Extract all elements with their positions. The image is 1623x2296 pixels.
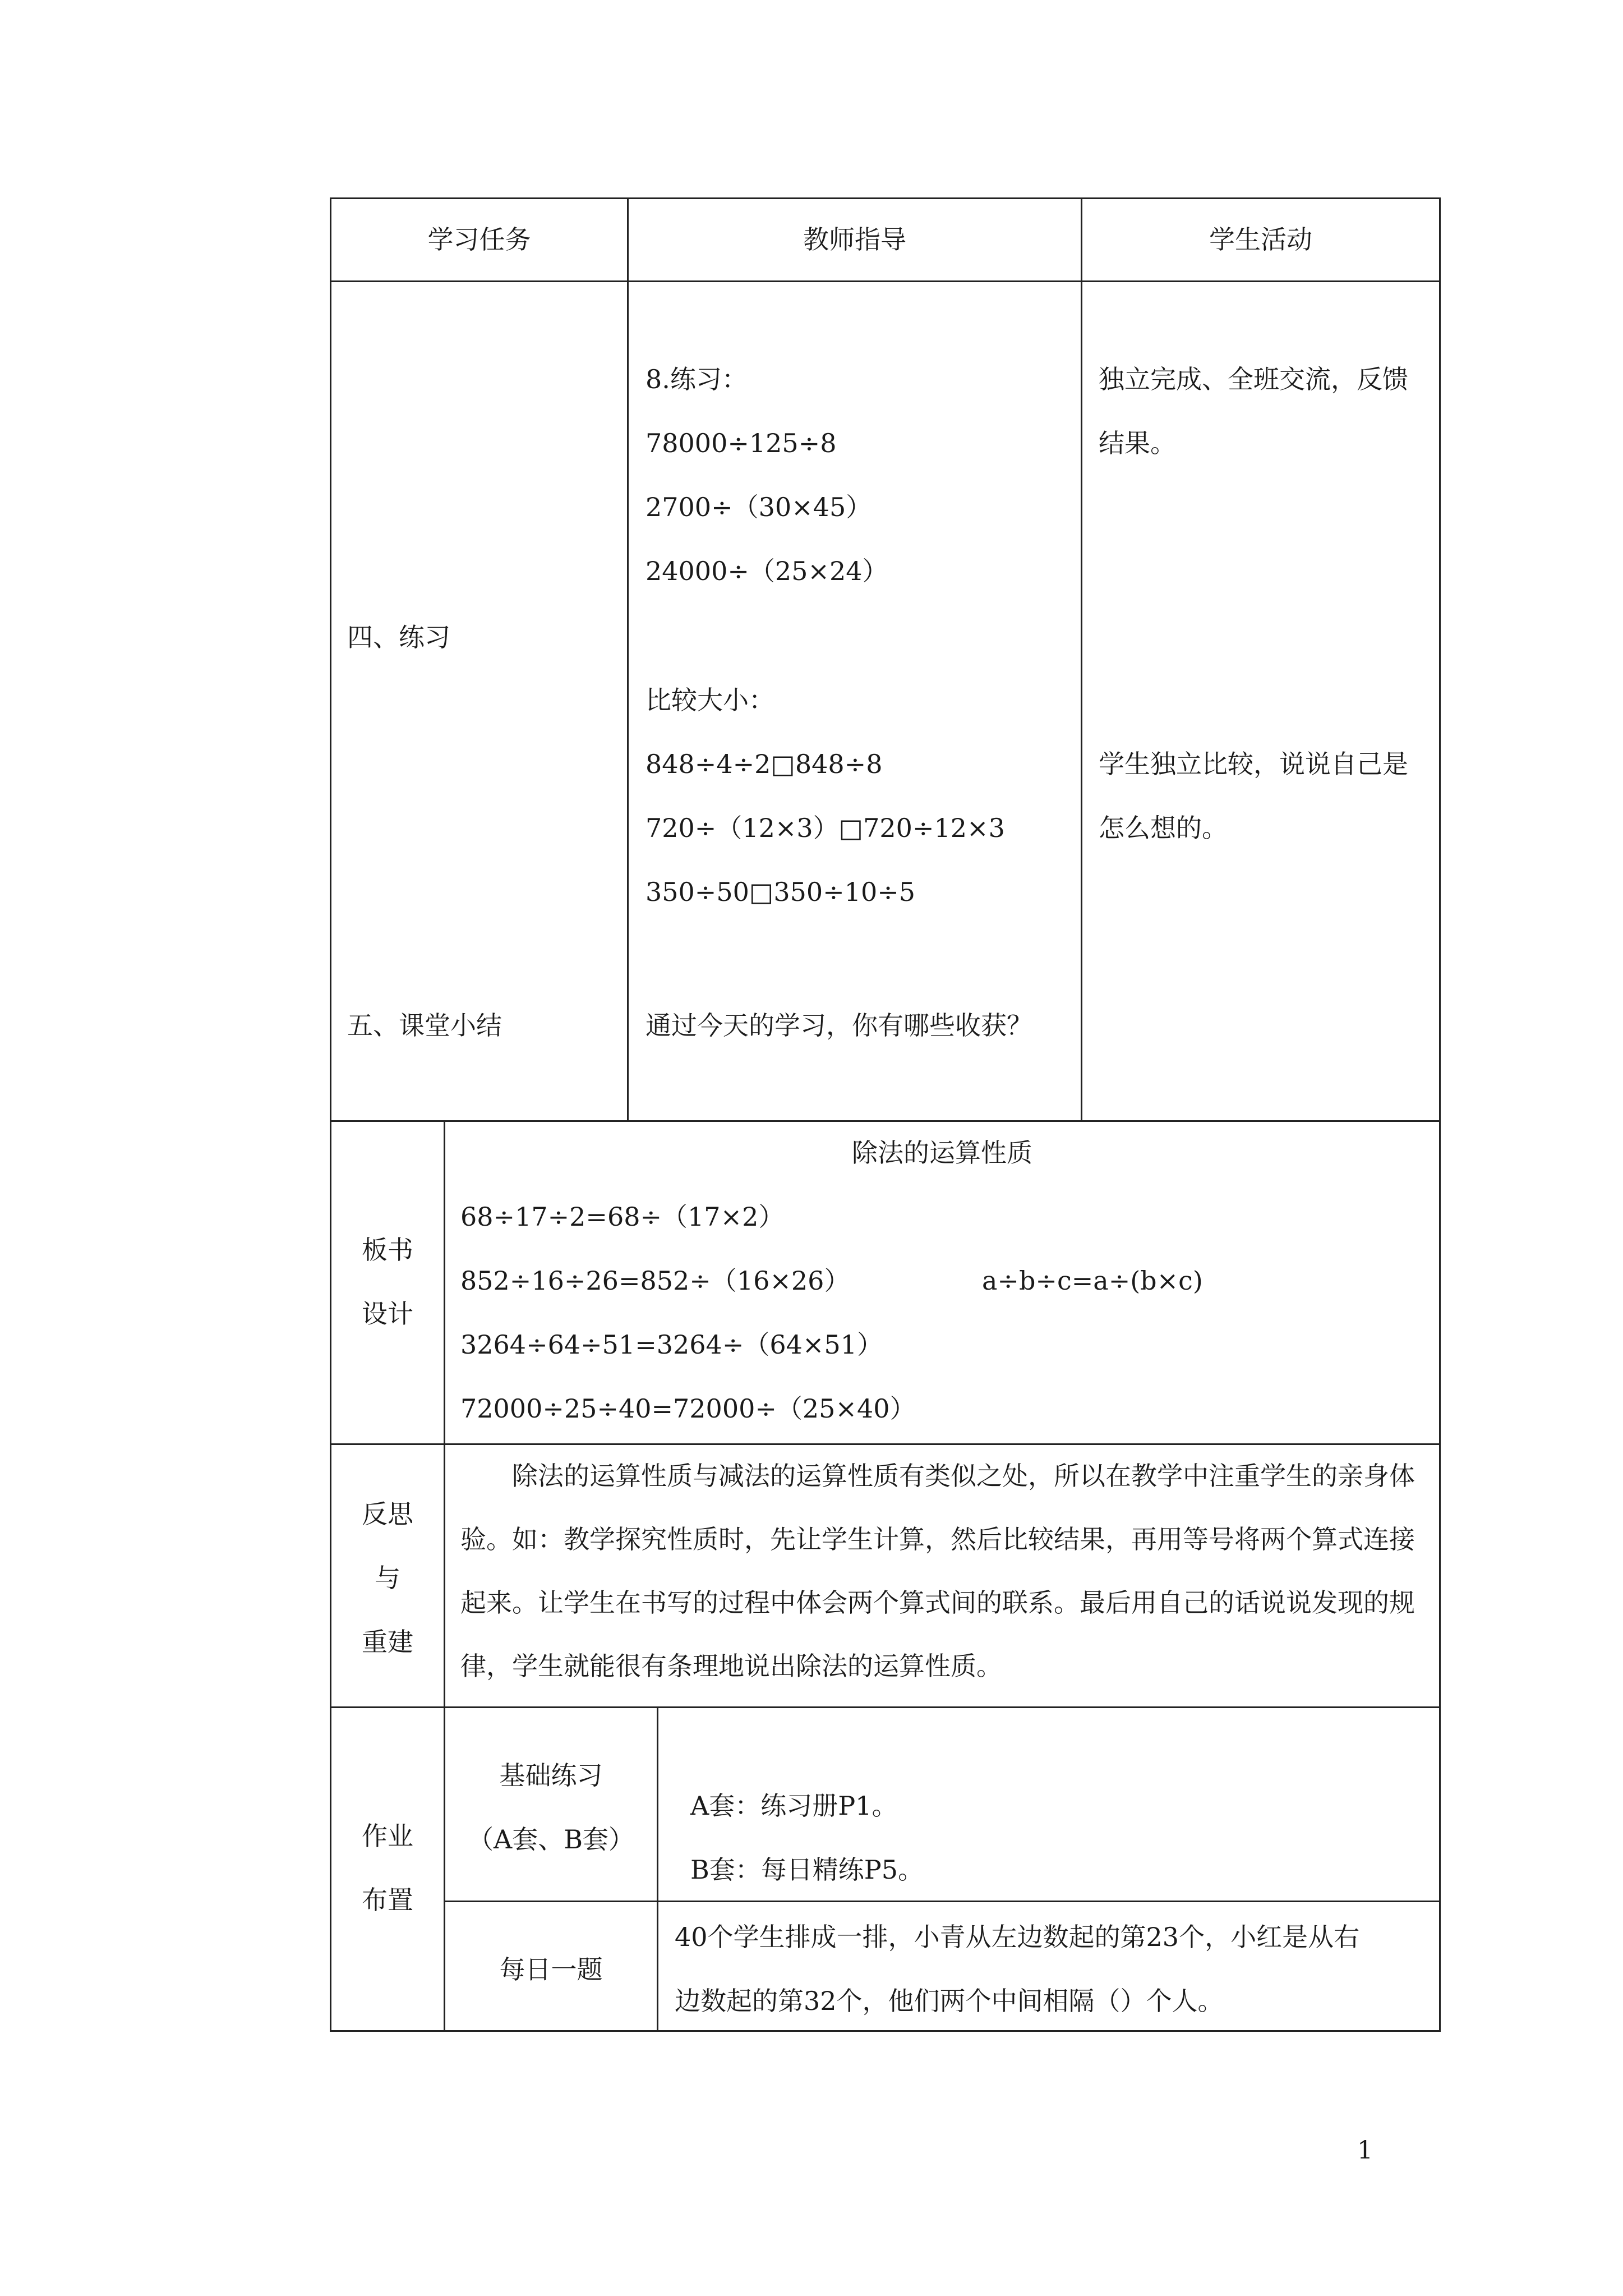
board-design-row (330, 1120, 1441, 1443)
reflection-text: 除法的运算性质与减法的运算性质有类似之处，所以在教学中注重学生的亲身体验。如：教学探究性质时，先让学生计算，然后比较结果，再用等号将两个算式连接起来。让学生在书写的过程中体会两个算式间的联系。最后用自己的话说说发现的规律，学生就能很有条理地说出除法的运算性质。 (460, 1461, 1415, 1681)
task-summary: 五、课堂小结 (347, 1010, 502, 1041)
board-title: 除法的运算性质 (852, 1138, 1032, 1168)
teacher-summary-question: 通过今天的学习，你有哪些收获？ (645, 1010, 1032, 1041)
page-number: 1 (1357, 2136, 1373, 2165)
reflection-label-line: 与 (375, 1563, 400, 1593)
reflection-label-line: 重建 (362, 1627, 413, 1657)
homework-label-line: 布置 (362, 1885, 413, 1915)
column-divider (627, 282, 629, 1120)
task-practice: 四、练习 (347, 622, 450, 652)
header-student-activity: 学生活动 (1209, 224, 1312, 255)
board-formula: a÷b÷c=a÷(b×c) (982, 1266, 1203, 1296)
teacher-line: 24000÷（25×24） (645, 556, 888, 586)
column-divider (444, 1445, 445, 1706)
board-label-line: 板书 (362, 1235, 413, 1265)
teacher-line: 2700÷（30×45） (645, 492, 872, 522)
reflection-label-line: 反思 (362, 1499, 413, 1529)
basic-practice-label-line: 基础练习 (499, 1760, 603, 1791)
teacher-line: 848÷4÷2□848÷8 (645, 749, 883, 779)
board-line: 852÷16÷26=852÷（16×26） (460, 1266, 850, 1296)
table-header-row (330, 197, 1441, 280)
daily-question-line: 边数起的第32个，他们两个中间相隔（）个人。 (675, 1986, 1224, 2016)
board-label-line: 设计 (362, 1299, 413, 1329)
basic-practice-line: B套：每日精练P5。 (690, 1855, 924, 1885)
header-learning-task: 学习任务 (427, 224, 531, 255)
teacher-line: 78000÷125÷8 (645, 428, 837, 458)
practice-row (330, 280, 1441, 1120)
header-teacher-guidance: 教师指导 (803, 224, 906, 255)
column-divider (1081, 282, 1082, 1120)
column-divider (444, 1122, 445, 1443)
student-activity-line: 怎么想的。 (1099, 813, 1228, 843)
teacher-line: 350÷50□350÷10÷5 (645, 877, 916, 907)
student-activity-line: 结果。 (1099, 428, 1176, 458)
board-line: 72000÷25÷40=72000÷（25×40） (460, 1393, 916, 1424)
basic-practice-label-line: （A套、B套） (467, 1824, 635, 1855)
column-divider (657, 1708, 658, 2030)
reflection-row (330, 1443, 1441, 1706)
daily-question-label: 每日一题 (499, 1954, 603, 1985)
homework-row (330, 1706, 1441, 2032)
board-line: 3264÷64÷51=3264÷（64×51） (460, 1329, 883, 1360)
teacher-line: 720÷（12×3）□720÷12×3 (645, 813, 1005, 843)
board-line: 68÷17÷2=68÷（17×2） (460, 1202, 785, 1232)
student-activity-line: 学生独立比较，说说自己是 (1099, 749, 1408, 779)
row-divider (445, 1901, 1439, 1902)
teacher-line: 8.练习： (645, 364, 748, 394)
teacher-line: 比较大小： (645, 685, 774, 715)
basic-practice-line: A套：练习册P1。 (690, 1791, 898, 1821)
homework-label-line: 作业 (362, 1821, 413, 1851)
daily-question-line: 40个学生排成一排，小青从左边数起的第23个，小红是从右 (675, 1922, 1360, 1952)
student-activity-line: 独立完成、全班交流，反馈 (1099, 364, 1408, 394)
